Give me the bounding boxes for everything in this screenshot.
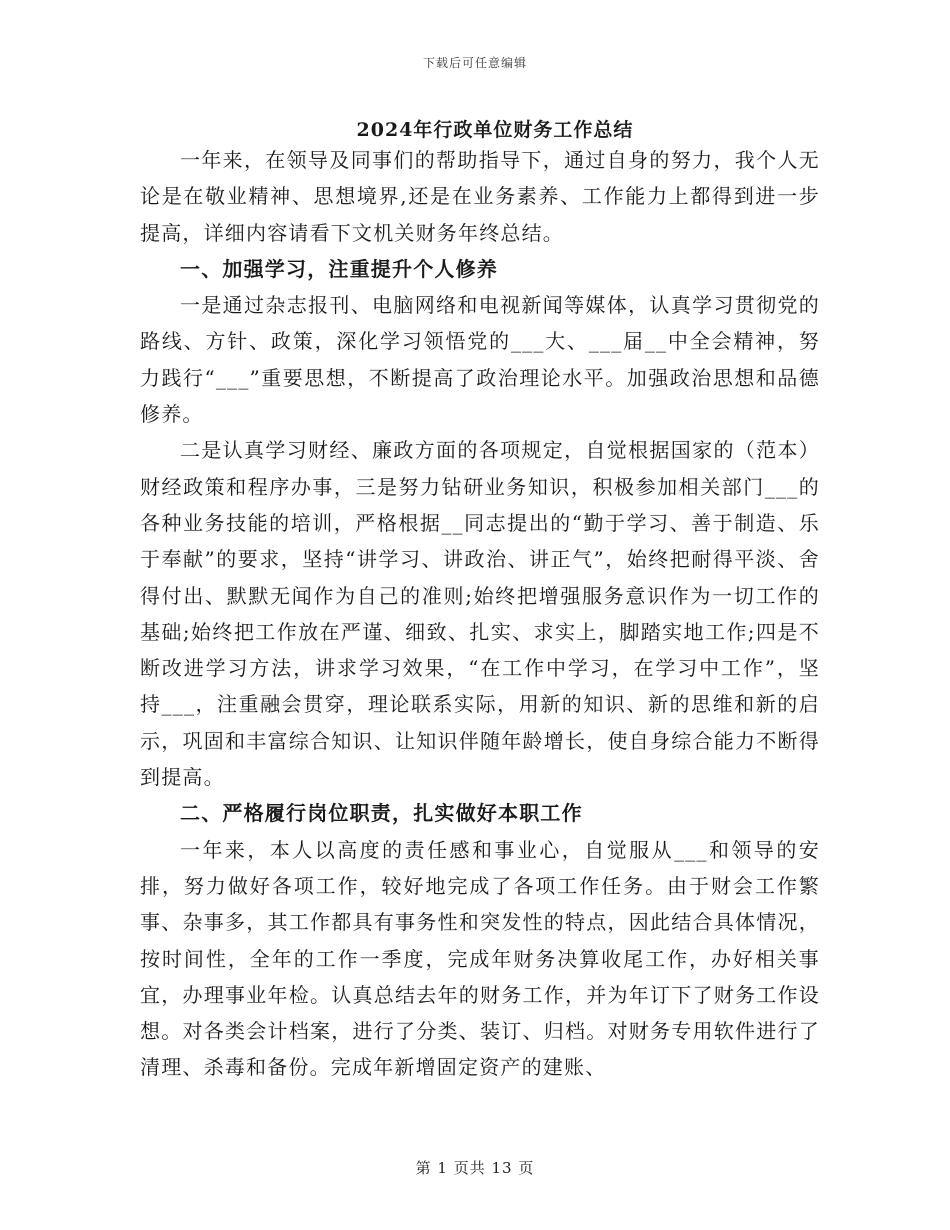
body-paragraph: 一年来，本人以高度的责任感和事业心，自觉服从___和领导的安排，努力做好各项工作，较好地完成了各项工作任务。由于财会工作繁事、杂事多，其工作都具有事务性和突发性的特点，因此结合具体情况，按时间性，全年的工作一季度，完成年财务决算收尾工作，办好相关事宜，办理事业年检。认真总结去年的财务工作，并为年订下了财务工作设想。对各类会计档案，进行了分类、装订、归档。对财务专用软件进行了清理、杀毒和备份。完成年新增固定资产的建账、 <box>140 837 820 1080</box>
body-paragraph: 一是通过杂志报刊、电脑网络和电视新闻等媒体，认真学习贯彻党的路线、方针、政策，深化学习领悟党的___大、___届__中全会精神，努力践行“___”重要思想，不断提高了政治理论水平。加强政治思想和品德修养。 <box>140 293 820 427</box>
document-title: 2024年行政单位财务工作总结 <box>356 119 634 141</box>
document-body <box>140 142 820 1086</box>
header-note: 下载后可任意编辑 <box>422 56 527 70</box>
body-paragraph: 二是认真学习财经、廉政方面的各项规定，自觉根据国家的（范本）财经政策和程序办事，三是努力钻研业务知识，积极参加相关部门___的各种业务技能的培训，严格根据__同志提出的“勤于学习、善于制造、乐于奉献”的要求，坚持“讲学习、讲政治、讲正气”，始终把耐得平淡、舍得付出、默默无闻作为自己的准则;始终把增强服务意识作为一切工作的基础;始终把工作放在严谨、细致、扎实、求实上，脚踏实地工作;四是不断改进学习方法，讲求学习效果，“在工作中学习，在学习中工作”，坚持___，注重融会贯穿，理论联系实际，用新的知识、新的思维和新的启示，巩固和丰富综合知识、让知识伴随年龄增长，使自身综合能力不断得到提高。 <box>140 438 820 790</box>
page-number-footer: 第 1 页共 13 页 <box>415 1159 535 1177</box>
intro-paragraph: 一年来，在领导及同事们的帮助指导下，通过自身的努力，我个人无论是在敬业精神、思想境界,还是在业务素养、工作能力上都得到进一步提高，详细内容请看下文机关财务年终总结。 <box>140 148 820 245</box>
section-heading-1: 一、加强学习，注重提升个人修养 <box>180 256 498 281</box>
section-heading-2: 二、严格履行岗位职责，扎实做好本职工作 <box>180 801 583 826</box>
